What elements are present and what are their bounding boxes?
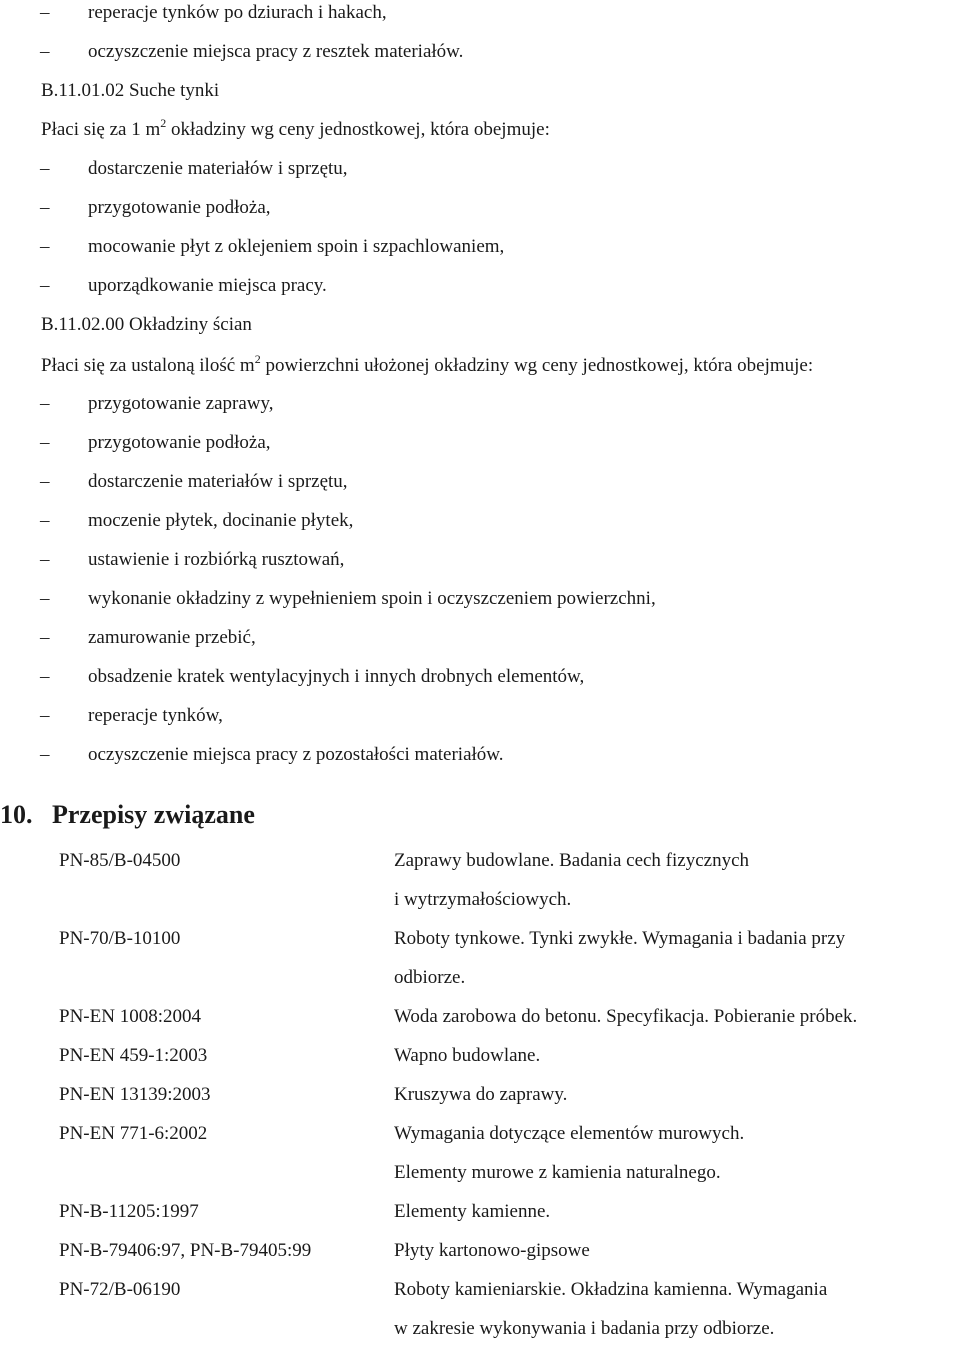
standard-description-line: Wymagania dotyczące elementów murowych. xyxy=(394,1123,745,1144)
list-item xyxy=(0,579,960,618)
dash-bullet: – xyxy=(40,471,50,492)
standard-description xyxy=(394,841,749,919)
list-item xyxy=(0,149,960,188)
list-item-text: mocowanie płyt z oklejeniem spoin i szpachlowaniem, xyxy=(88,236,505,257)
list-item-text: obsadzenie kratek wentylacyjnych i innych drobnych elementów, xyxy=(88,666,585,687)
standard-code: PN-EN 459-1:2003 xyxy=(59,1045,208,1066)
standard-description-line: i wytrzymałościowych. xyxy=(394,889,572,910)
section-number: 10. xyxy=(0,800,33,829)
list-item-text: wykonanie okładziny z wypełnieniem spoin i oczyszczeniem powierzchni, xyxy=(88,588,656,609)
standard-code: PN-B-79406:97, PN-B-79405:99 xyxy=(59,1240,312,1261)
standard-description-line: Roboty kamieniarskie. Okładzina kamienna. Wymagania xyxy=(394,1279,828,1300)
dash-bullet: – xyxy=(40,275,50,296)
standard-description xyxy=(394,1192,550,1231)
intro-text-before: Płaci się za ustaloną ilość m xyxy=(41,355,255,376)
dash-bullet: – xyxy=(40,510,50,531)
standard-description-line: Płyty kartonowo-gipsowe xyxy=(394,1240,590,1261)
dash-bullet: – xyxy=(40,744,50,765)
list-item xyxy=(0,540,960,579)
list-item xyxy=(0,735,960,774)
list-item-text: przygotowanie zaprawy, xyxy=(88,393,274,414)
standard-description xyxy=(394,1114,744,1192)
dash-bullet: – xyxy=(40,627,50,648)
list-item xyxy=(0,423,960,462)
standard-description xyxy=(394,1231,590,1270)
list-item xyxy=(0,501,960,540)
list-item-text: oczyszczenie miejsca pracy z pozostałości materiałów. xyxy=(88,744,504,765)
standard-code: PN-85/B-04500 xyxy=(59,850,181,871)
list-item-text: przygotowanie podłoża, xyxy=(88,432,271,453)
dash-bullet: – xyxy=(40,588,50,609)
standard-description-line: Kruszywa do zaprawy. xyxy=(394,1084,568,1105)
list-item xyxy=(0,227,960,266)
standard-code: PN-EN 13139:2003 xyxy=(59,1084,211,1105)
standard-description xyxy=(394,1270,827,1348)
list-item-text: dostarczenie materiałów i sprzętu, xyxy=(88,158,348,179)
list-item xyxy=(0,32,960,71)
standard-description-line: Wapno budowlane. xyxy=(394,1045,541,1066)
section-intro-okladziny-scian xyxy=(41,346,813,385)
list-item xyxy=(0,696,960,735)
dash-bullet: – xyxy=(40,158,50,179)
standard-description-line: Elementy kamienne. xyxy=(394,1201,551,1222)
list-item-text: reperacje tynków, xyxy=(88,705,223,726)
dash-bullet: – xyxy=(40,236,50,257)
intro-superscript: 2 xyxy=(160,116,167,130)
list-item-text: oczyszczenie miejsca pracy z resztek materiałów. xyxy=(88,41,464,62)
section-title-okladziny-scian: B.11.02.00 Okładziny ścian xyxy=(41,314,252,335)
standard-description-line: odbiorze. xyxy=(394,967,466,988)
list-item-text: moczenie płytek, docinanie płytek, xyxy=(88,510,354,531)
standard-description-line: w zakresie wykonywania i badania przy odbiorze. xyxy=(394,1318,775,1339)
list-item-text: przygotowanie podłoża, xyxy=(88,197,271,218)
list-item-text: uporządkowanie miejsca pracy. xyxy=(88,275,327,296)
intro-text-after: powierzchni ułożonej okładziny wg ceny jednostkowej, która obejmuje: xyxy=(260,355,814,376)
list-item-text: ustawienie i rozbiórką rusztowań, xyxy=(88,549,345,570)
standard-code: PN-EN 771-6:2002 xyxy=(59,1123,208,1144)
section-title-suche-tynki: B.11.01.02 Suche tynki xyxy=(41,80,220,101)
dash-bullet: – xyxy=(40,432,50,453)
standard-code: PN-72/B-06190 xyxy=(59,1279,181,1300)
intro-text-before: Płaci się za 1 m xyxy=(41,119,161,140)
list-item-text: dostarczenie materiałów i sprzętu, xyxy=(88,471,348,492)
list-item-text: zamurowanie przebić, xyxy=(88,627,256,648)
list-item-text: reperacje tynków po dziurach i hakach, xyxy=(88,2,387,23)
intro-text-after: okładziny wg ceny jednostkowej, która obejmuje: xyxy=(166,119,550,140)
dash-bullet: – xyxy=(40,41,50,62)
standard-description-line: Elementy murowe z kamienia naturalnego. xyxy=(394,1162,721,1183)
standard-description xyxy=(394,1075,567,1114)
standard-description-line: Zaprawy budowlane. Badania cech fizycznych xyxy=(394,850,750,871)
standard-description-line: Roboty tynkowe. Tynki zwykłe. Wymagania i badania przy xyxy=(394,928,846,949)
list-item xyxy=(0,657,960,696)
standard-code: PN-70/B-10100 xyxy=(59,928,181,949)
dash-bullet: – xyxy=(40,2,50,23)
dash-bullet: – xyxy=(40,705,50,726)
dash-bullet: – xyxy=(40,197,50,218)
dash-bullet: – xyxy=(40,393,50,414)
standard-description-line: Woda zarobowa do betonu. Specyfikacja. Pobieranie próbek. xyxy=(394,1006,858,1027)
section-title: Przepisy związane xyxy=(52,800,255,829)
standard-description xyxy=(394,919,845,997)
standard-code: PN-EN 1008:2004 xyxy=(59,1006,201,1027)
list-item xyxy=(0,188,960,227)
dash-bullet: – xyxy=(40,549,50,570)
list-item xyxy=(0,618,960,657)
list-item xyxy=(0,384,960,423)
list-item xyxy=(0,266,960,305)
intro-superscript: 2 xyxy=(254,352,261,366)
dash-bullet: – xyxy=(40,666,50,687)
section-intro-suche-tynki xyxy=(41,110,550,149)
standard-code: PN-B-11205:1997 xyxy=(59,1201,199,1222)
list-item xyxy=(0,462,960,501)
standard-description xyxy=(394,997,857,1036)
standard-description xyxy=(394,1036,540,1075)
list-item xyxy=(0,0,960,32)
